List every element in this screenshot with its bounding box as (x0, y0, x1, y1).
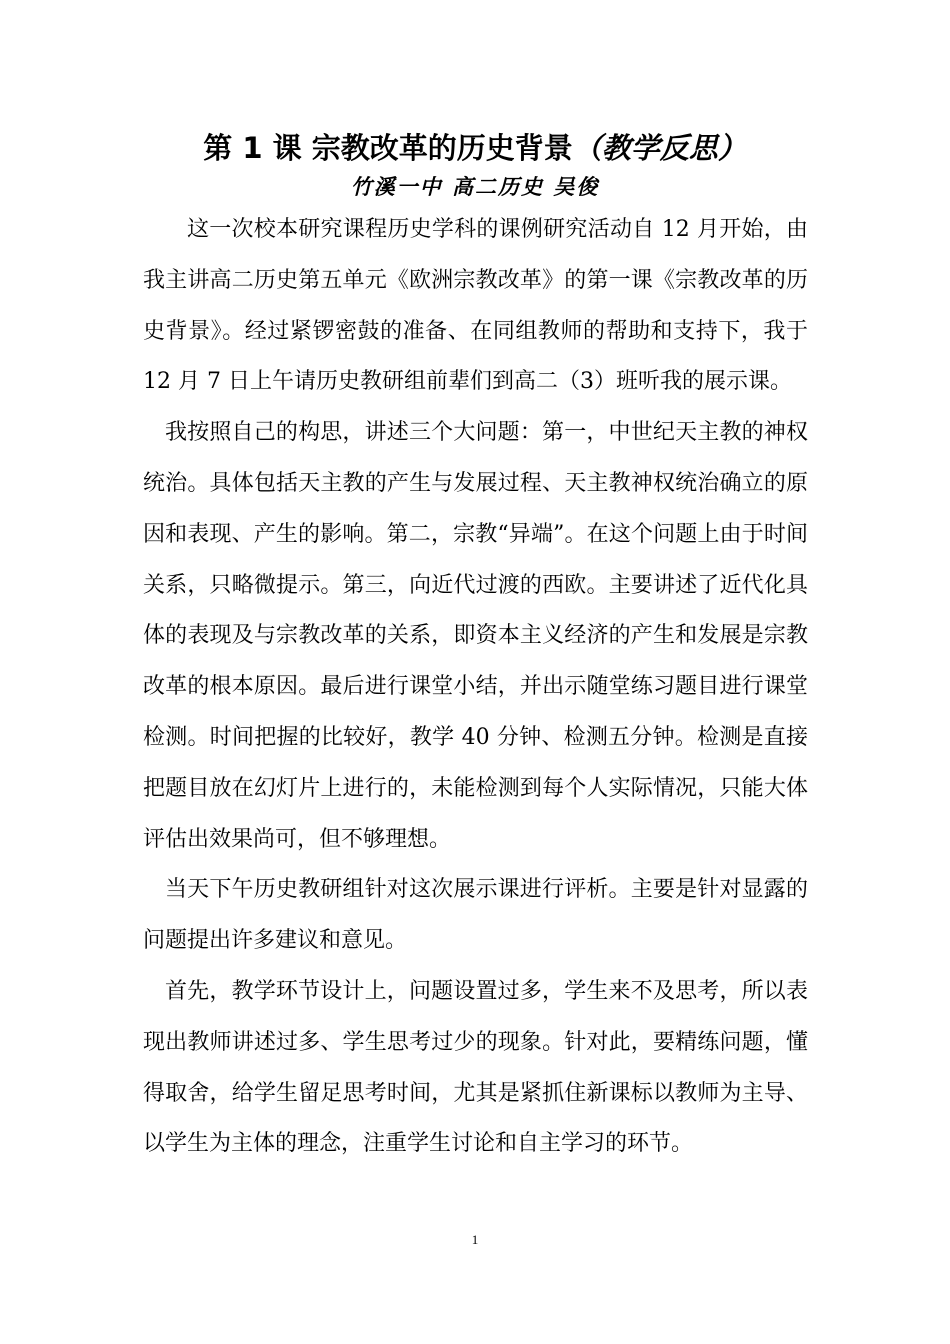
page-number: 1 (471, 1232, 479, 1247)
paragraph-2: 我按照自己的构思，讲述三个大问题：第一，中世纪天主教的神权统治。具体包括天主教的产生与发展过程、天主教神权统治确立的原因和表现、产生的影响。第二，宗教“异端”。在这个问题上由于时间关系，只略微提示。第三，向近代过渡的西欧。主要讲述了近代化具体的表现及与宗教改革的关系，即资本主义经济的产生和发展是宗教改革的根本原因。最后进行课堂小结，并出示随堂练习题目进行课堂检测。时间把握的比较好，教学 40 分钟、检测五分钟。检测是直接把题目放在幻灯片上进行的，未能检测到每个人实际情况，只能大体评估出效果尚可，但不够理想。 (143, 420, 808, 852)
author-byline: 竹溪一中 高二历史 吴俊 (350, 174, 600, 199)
paragraph-1: 这一次校本研究课程历史学科的课例研究活动自 12 月开始，由我主讲高二历史第五单元《欧洲宗教改革》的第一课《宗教改革的历史背景》。经过紧锣密鼓的准备、在同组教师的帮助和支持下，我于 12 月 7 日上午请历史教研组前辈们到高二（3）班听我的展示课。 (143, 217, 808, 395)
document-body (143, 205, 808, 1170)
document-title (0, 128, 950, 168)
paragraph-4: 首先，教学环节设计上，问题设置过多，学生来不及思考，所以表现出教师讲述过多、学生思考过少的现象。针对此，要精练问题，懂得取舍，给学生留足思考时间，尤其是紧抓住新课标以教师为主导、以学生为主体的理念，注重学生讨论和自主学习的环节。 (143, 978, 808, 1157)
paragraph-3: 当天下午历史教研组针对这次展示课进行评析。主要是针对显露的问题提出许多建议和意见。 (143, 877, 808, 954)
document-title-sub: （教学反思） (572, 131, 747, 165)
document-title-main: 第 1 课 宗教改革的历史背景 (203, 131, 573, 165)
